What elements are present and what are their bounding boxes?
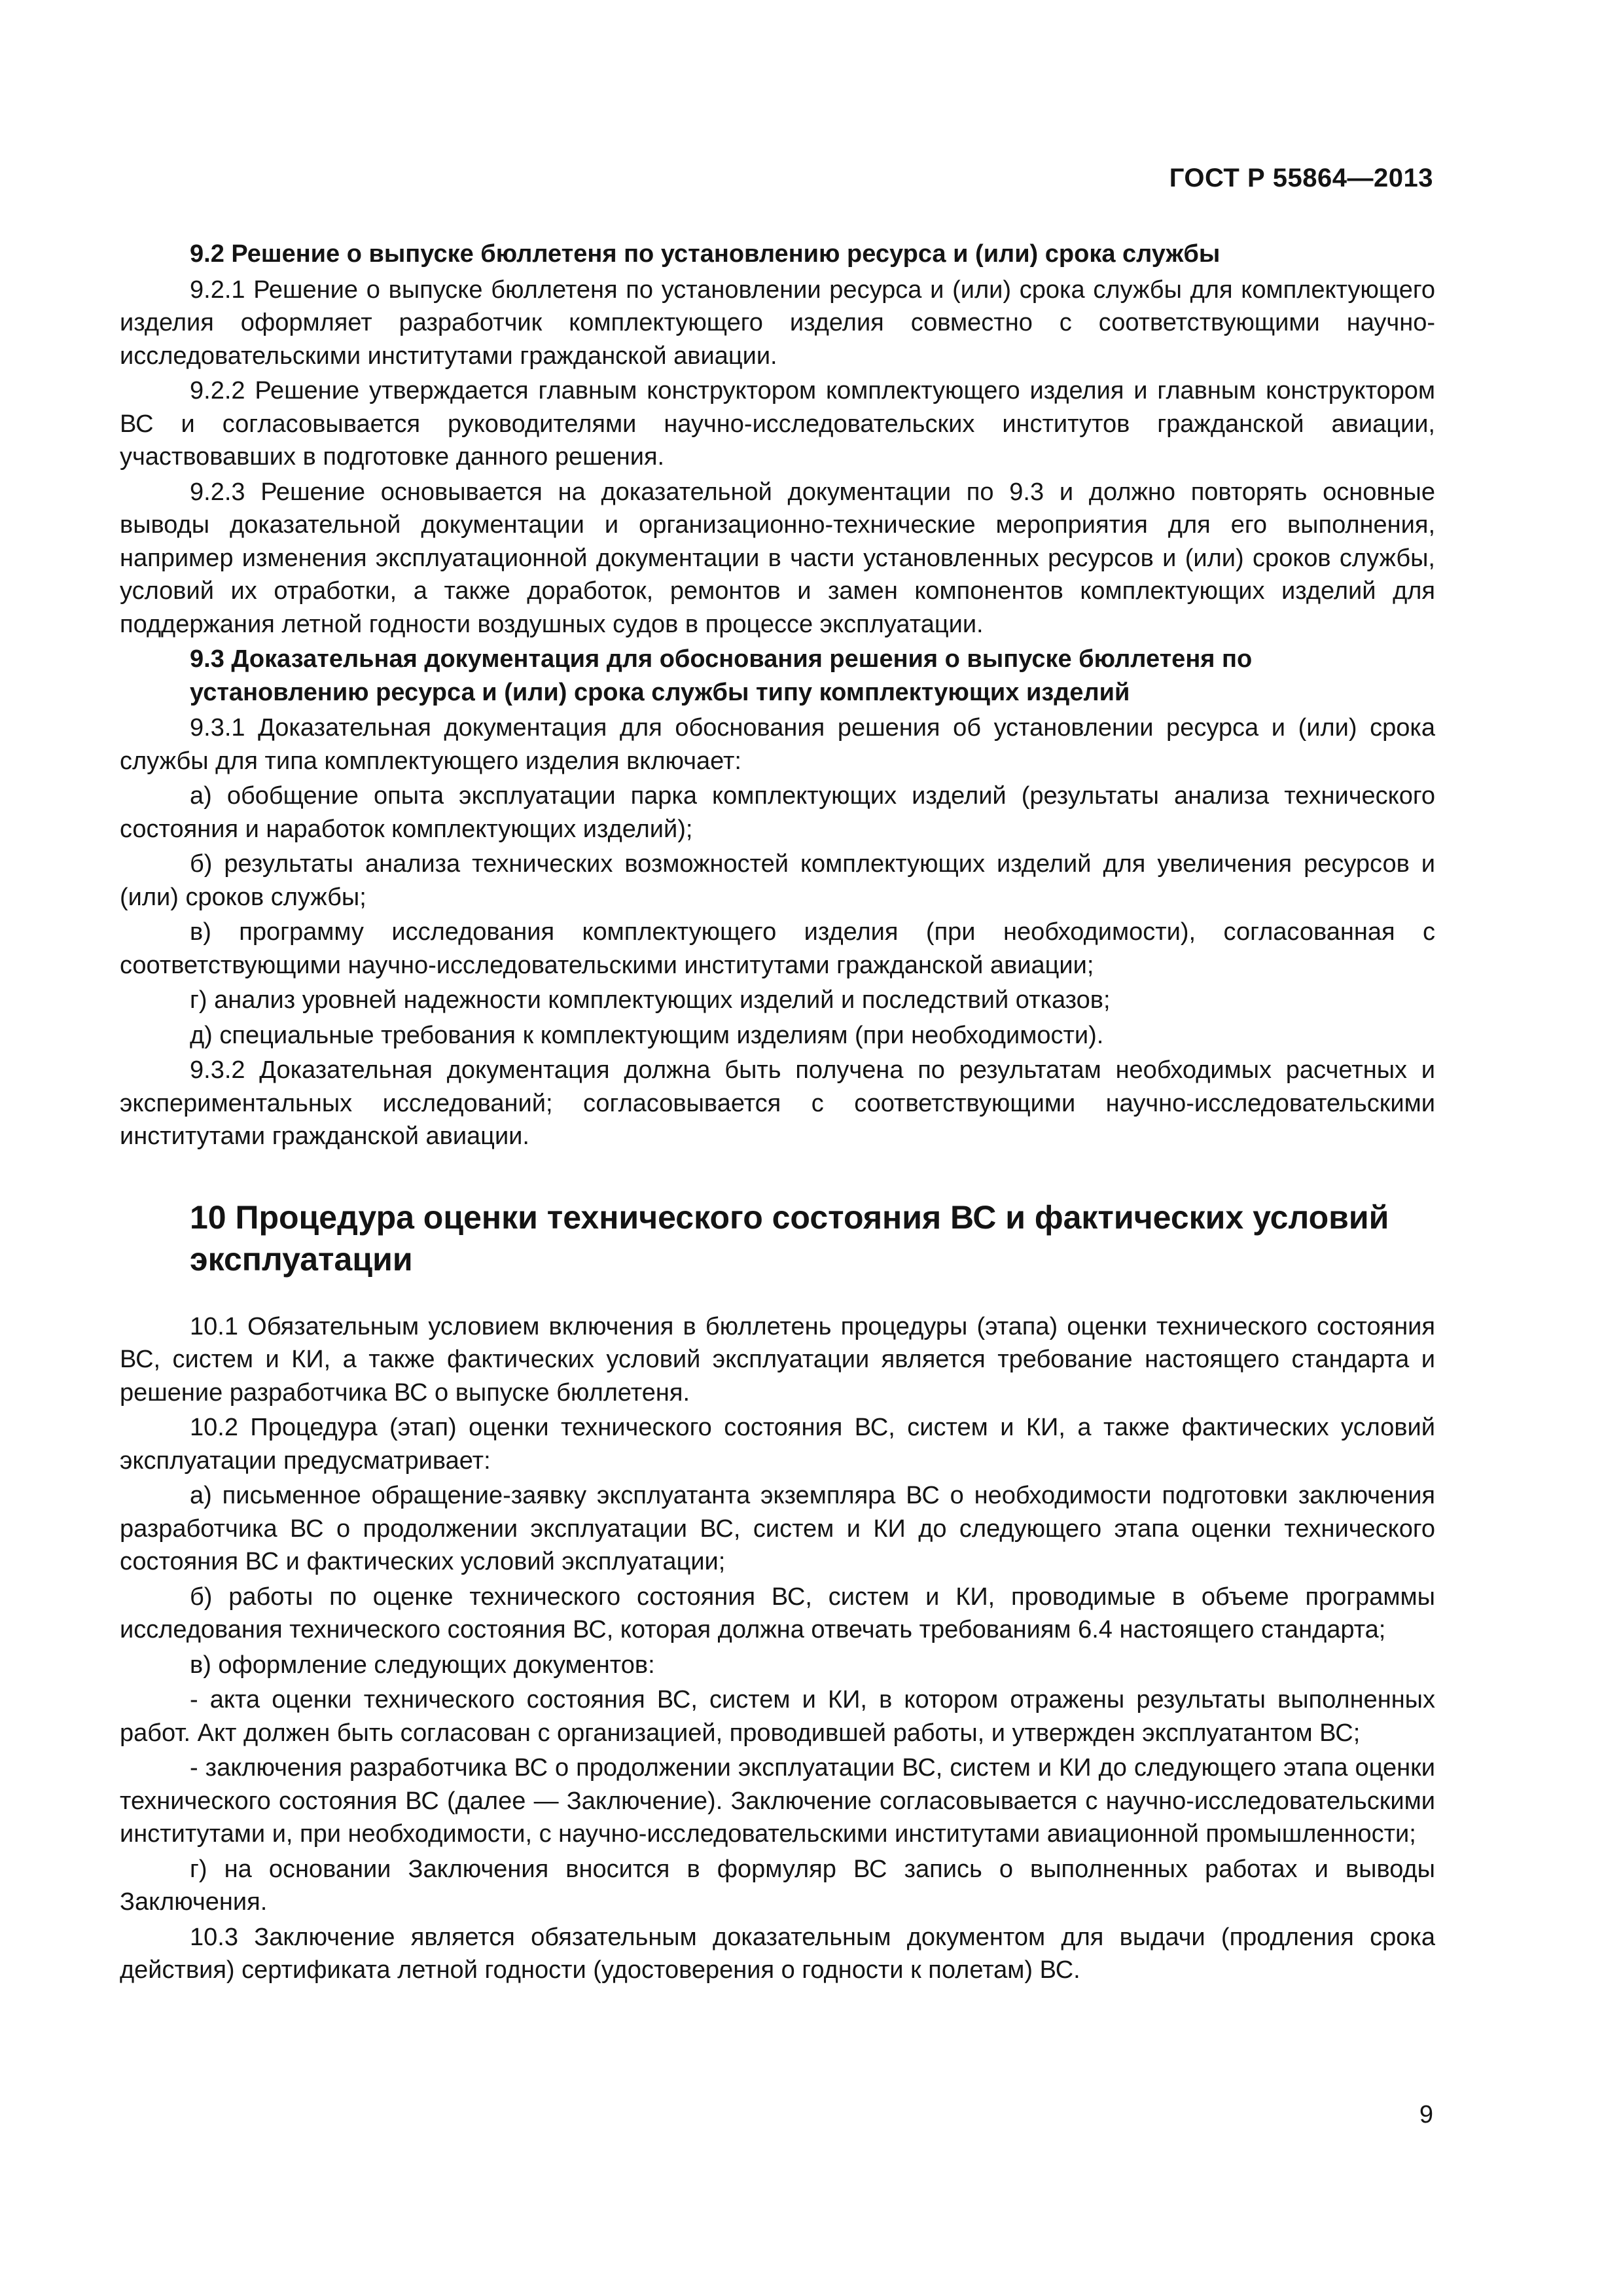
document-code: ГОСТ Р 55864—2013	[1169, 164, 1433, 192]
list-item-10-2-a: а) письменное обращение-заявку эксплуатанта экземпляра ВС о необходимости подготовки заключения разработчика ВС о продолжении эксплуатации ВС, систем и КИ до следующего этапа оценки технического состояния ВС и фактических условий эксплуатации;	[120, 1482, 1435, 1575]
subsection-9-2-title: 9.2 Решение о выпуске бюллетеня по установлению ресурса и (или) срока службы	[190, 240, 1221, 268]
page-number: 9	[1419, 2101, 1433, 2128]
dash-item-conclusion: - заключения разработчика ВС о продолжении эксплуатации ВС, систем и КИ до следующего этапа оценки технического состояния ВС (далее — Заключение). Заключение согласовывается с научно-исследовательскими институтами и, при необходимости, с научно-исследовательскими институтами авиационной промышленности;	[120, 1754, 1435, 1848]
paragraph-9-3-2: 9.3.2 Доказательная документация должна быть получена по результатам необходимых расчетных и экспериментальных исследований; согласовывается с соответствующими научно-исследовательскими институтами гражданской авиации.	[120, 1056, 1435, 1150]
subsection-9-3-title: 9.3 Доказательная документация для обоснования решения о выпуске бюллетеня по установлению ресурса и (или) срока службы типу комплектующих изделий	[190, 645, 1253, 706]
dash-item-act: - акта оценки технического состояния ВС, систем и КИ, в котором отражены результаты выполненных работ. Акт должен быть согласован с организацией, проводившей работы, и утвержден эксплуатантом ВС;	[120, 1686, 1435, 1747]
paragraph-9-3-1: 9.3.1 Доказательная документация для обоснования решения об установлении ресурса и (или) срока службы для типа комплектующего изделия включает:	[120, 714, 1435, 775]
paragraph-10-2: 10.2 Процедура (этап) оценки технического состояния ВС, систем и КИ, а также фактических условий эксплуатации предусматривает:	[120, 1414, 1435, 1475]
paragraph-9-2-2: 9.2.2 Решение утверждается главным конструктором комплектующего изделия и главным конструктором ВС и согласовывается руководителями научно-исследовательских институтов гражданской авиации, участвовавших в подготовке данного решения.	[120, 377, 1435, 471]
list-item-9-3-d: д) специальные требования к комплектующим изделиям (при необходимости).	[190, 1021, 1104, 1049]
paragraph-10-1: 10.1 Обязательным условием включения в бюллетень процедуры (этапа) оценки технического состояния ВС, систем и КИ, а также фактических условий эксплуатации является требование настоящего стандарта и решение разработчика ВС о выпуске бюллетеня.	[120, 1312, 1435, 1407]
list-item-9-3-a: а) обобщение опыта эксплуатации парка комплектующих изделий (результаты анализа технического состояния и наработок комплектующих изделий);	[120, 782, 1435, 843]
page-content	[120, 238, 1435, 1989]
paragraph-9-2-3: 9.2.3 Решение основывается на доказательной документации по 9.3 и должно повторять основные выводы доказательной документации и организационно-технические мероприятия для его выполнения, например изменения эксплуатационной документации в части установленных ресурсов и (или) сроков службы, условий их отработки, а также доработок, ремонтов и замен компонентов комплектующих изделий для поддержания летной годности воздушных судов в процессе эксплуатации.	[120, 478, 1435, 638]
list-item-10-2-v: в) оформление следующих документов:	[190, 1651, 655, 1679]
paragraph-9-2-1: 9.2.1 Решение о выпуске бюллетеня по установлении ресурса и (или) срока службы для комплектующего изделия оформляет разработчик комплектующего изделия совместно с соответствующими научно-исследовательскими институтами гражданской авиации.	[120, 276, 1435, 370]
paragraph-10-3: 10.3 Заключение является обязательным доказательным документом для выдачи (продления срока действия) сертификата летной годности (удостоверения о годности к полетам) ВС.	[120, 1923, 1435, 1984]
section-10-title: 10 Процедура оценки технического состояния ВС и фактических условий эксплуатации	[190, 1198, 1389, 1278]
list-item-10-2-b: б) работы по оценке технического состояния ВС, систем и КИ, проводимые в объеме программы исследования технического состояния ВС, которая должна отвечать требованиям 6.4 настоящего стандарта;	[120, 1583, 1435, 1643]
list-item-9-3-b: б) результаты анализа технических возможностей комплектующих изделий для увеличения ресурсов и (или) сроков службы;	[120, 850, 1435, 911]
list-item-10-2-g: г) на основании Заключения вносится в формуляр ВС запись о выполненных работах и выводы Заключения.	[120, 1855, 1435, 1916]
list-item-9-3-g: г) анализ уровней надежности комплектующих изделий и последствий отказов;	[190, 986, 1111, 1014]
list-item-9-3-v: в) программу исследования комплектующего изделия (при необходимости), согласованная с соответствующими научно-исследовательскими институтами гражданской авиации;	[120, 918, 1435, 979]
